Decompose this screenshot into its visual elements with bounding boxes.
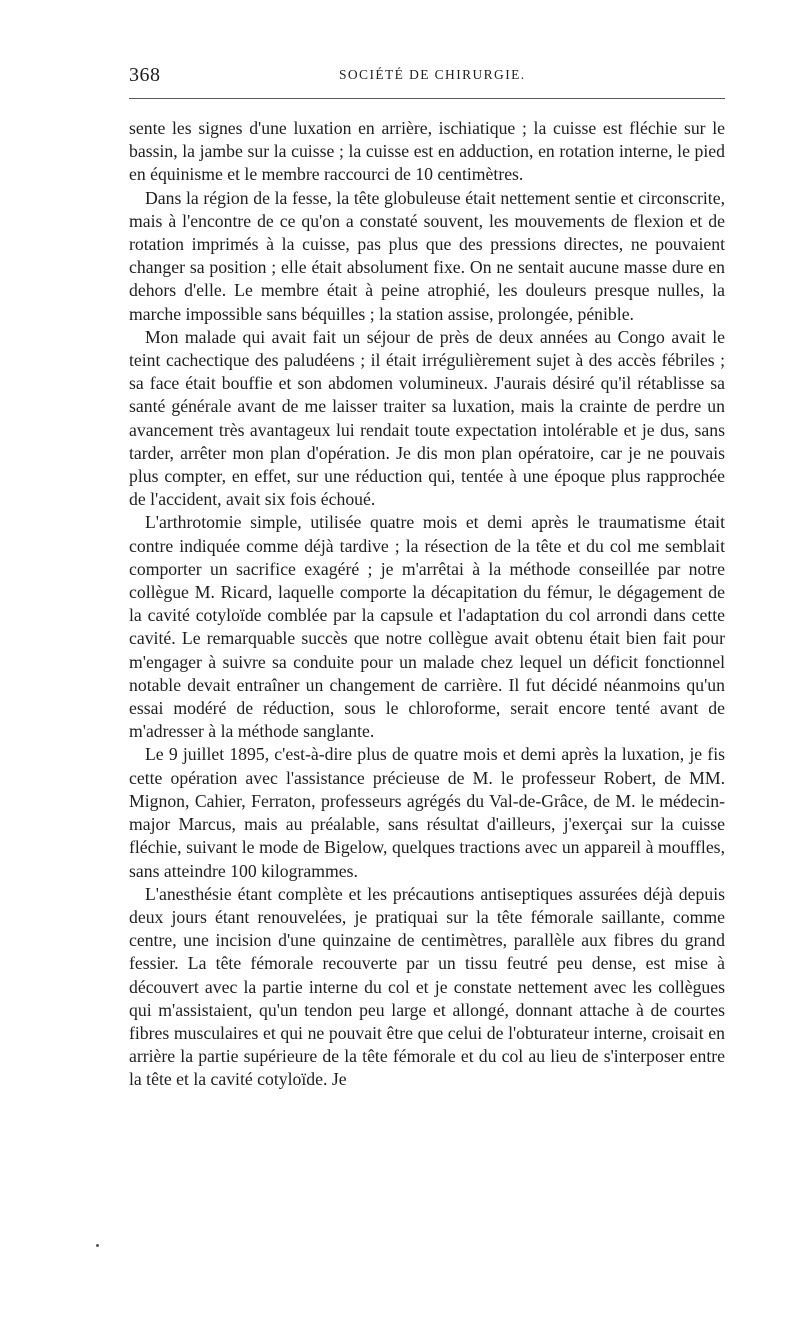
- paper-speck: [96, 1244, 99, 1247]
- paragraph: L'anesthésie étant complète et les précautions antiseptiques assurées déjà depuis deux jours étant renouvelées, je pratiquai sur la tête fémorale saillante, comme centre, une incision d'une quinzaine de centimètres, parallèle aux fibres du grand fessier. La tête fémorale recouverte par un tissu feutré peu dense, est mise à découvert avec la partie interne du col et je constate nettement avec les collègues qui m'assistaient, qu'un tendon peu large et allongé, donnant attache à de courtes fibres musculaires et qui ne pouvait être que celui de l'obturateur interne, croisait en arrière la partie supérieure de la tête fémorale et du col au lieu de s'interposer entre la tête et la cavité cotyloïde. Je: [129, 883, 725, 1090]
- paragraph-continuation: sente les signes d'une luxation en arrière, ischiatique ; la cuisse est fléchie sur le bassin, la jambe sur la cuisse ; la cuisse est en adduction, en rotation interne, le pied en équinisme et le membre raccourci de 10 centimètres.: [129, 118, 725, 185]
- header-rule: [129, 98, 725, 99]
- paragraph: Dans la région de la fesse, la tête globuleuse était nettement sentie et circonscrite, mais à l'encontre de ce qu'on a constaté souvent, les mouvements de flexion et de rotation imprimés à la cuisse, pas plus que des pressions directes, ne pouvaient changer sa position ; elle était absolument fixe. On ne sentait aucune masse dure en dehors d'elle. Le membre était à peine atrophié, les douleurs presque nulles, la marche impossible sans béquilles ; la station assise, prolongée, pénible.: [129, 187, 725, 324]
- paragraph: Mon malade qui avait fait un séjour de près de deux années au Congo avait le teint cachectique des paludéens ; il était irrégulièrement sujet à des accès fébriles ; sa face était bouffie et son abdomen volumineux. J'aurais désiré qu'il rétablisse sa santé générale avant de me laisser traiter sa luxation, mais la crainte de perdre un avancement très avantageux lui rendait toute expectation intolérable et je dus, sans tarder, arrêter mon plan d'opération. Je dis mon plan opératoire, car je ne pouvais plus compter, en effet, sur une réduction qui, tentée à une époque plus rapprochée de l'accident, avait six fois échoué.: [129, 326, 725, 510]
- paragraph: L'arthrotomie simple, utilisée quatre mois et demi après le traumatisme était contre indiquée comme déjà tardive ; la résection de la tête et du col me semblait comporter un sacrifice exagéré ; je m'arrêtai à la méthode conseillée par notre collègue M. Ricard, laquelle comporte la décapitation du fémur, le dégagement de la cavité cotyloïde comblée par la capsule et l'adaptation du col arrondi dans cette cavité. Le remarquable succès que notre collègue avait obtenu était bien fait pour m'engager à suivre sa conduite pour un malade chez lequel un déficit fonctionnel notable devait entraîner un changement de carrière. Il fut décidé néanmoins qu'un essai modéré de réduction, sous le chloroforme, serait encore tenté avant de m'adresser à la méthode sanglante.: [129, 512, 725, 742]
- running-head: [129, 64, 725, 90]
- journal-title: SOCIÉTÉ DE CHIRURGIE.: [339, 67, 526, 82]
- page-number: 368: [129, 64, 161, 86]
- body-text: [129, 117, 725, 1092]
- paragraph: Le 9 juillet 1895, c'est-à-dire plus de quatre mois et demi après la luxation, je fis cette opération avec l'assistance précieuse de M. le professeur Robert, de MM. Mignon, Cahier, Ferraton, professeurs agrégés du Val-de-Grâce, de M. le médecin-major Marcus, mais au préalable, sans résultat d'ailleurs, j'exerçai sur la cuisse fléchie, suivant le mode de Bigelow, quelques tractions avec un appareil à mouffles, sans atteindre 100 kilogrammes.: [129, 744, 725, 881]
